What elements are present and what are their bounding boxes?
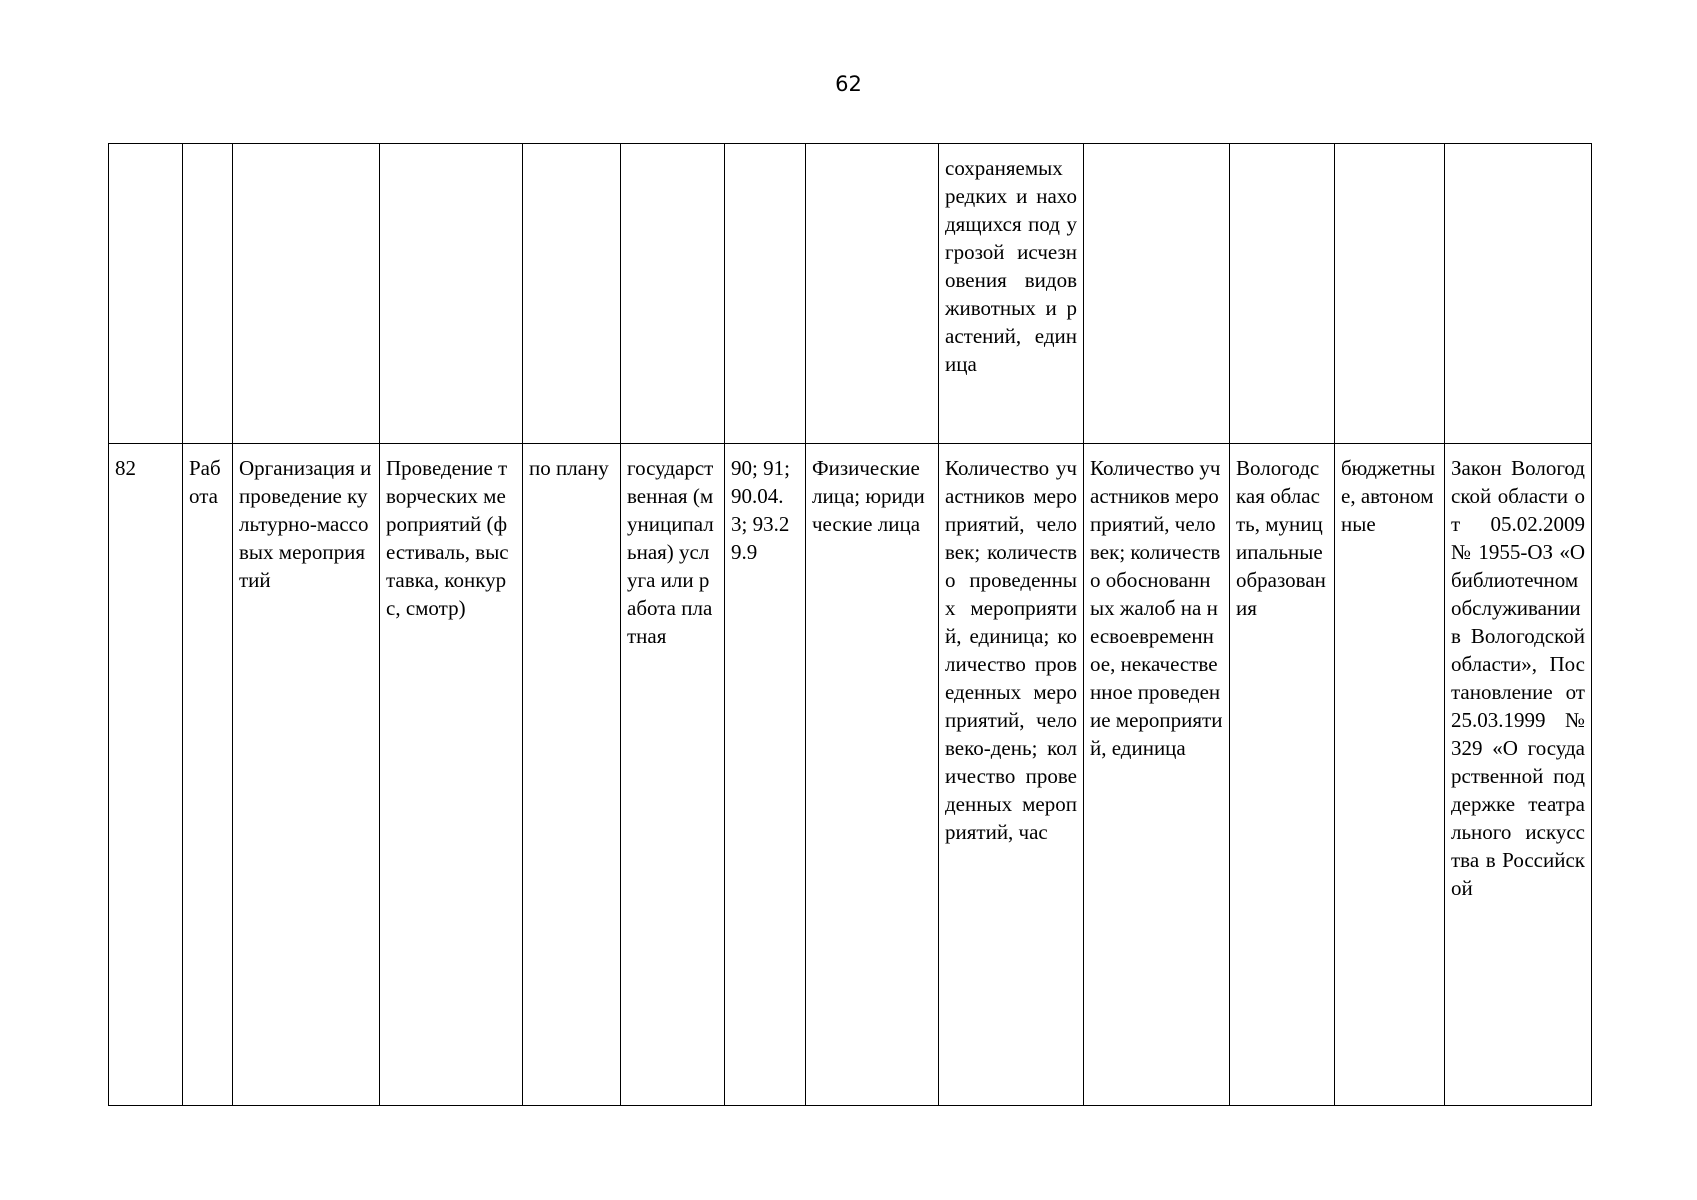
cell-indicators-volume [1084,144,1230,444]
cell-founders: Вологодская область, муниципальные образования [1230,444,1335,1106]
cell-institution-types: бюджетные, автономные [1335,444,1445,1106]
cell-institution-types [1335,144,1445,444]
table-row-82 [109,444,1592,1106]
cell-payment: государственная (муниципальная) услуга или работа платная [621,444,725,1106]
cell-name: Организация и проведение культурно-массовых мероприятий [233,444,380,1106]
cell-okved: 90; 91; 90.04.3; 93.29.9 [725,444,806,1106]
cell-conditions: по плану [523,444,621,1106]
cell-content: Проведение творческих мероприятий (фестиваль, выставка, конкурс, смотр) [380,444,523,1106]
cell-indicators-quality: Количество участников мероприятий, человек; количество проведенных мероприятий, единица; количество проведенных мероприятий, человеко-день; количество проведенных мероприятий, час [939,444,1084,1106]
cell-number [109,144,183,444]
cell-indicators-volume: Количество участников мероприятий, человек; количество обоснованных жалоб на несвоевременное, некачественное проведение мероприятий, единица [1084,444,1230,1106]
cell-conditions [523,144,621,444]
cell-type [183,144,233,444]
cell-name [233,144,380,444]
cell-legal-basis: Закон Вологодской области от 05.02.2009 № 1955-ОЗ «О библиотечном обслуживании в Вологодской области», Постановление от 25.03.1999 № 329 «О государственной поддержке театрального искусства в Российской [1445,444,1592,1106]
page-number: 62 [835,72,862,96]
cell-legal-basis [1445,144,1592,444]
table-row-continuation [109,144,1592,444]
cell-founders [1230,144,1335,444]
cell-okved [725,144,806,444]
registry-table [108,143,1592,1106]
cell-consumers [806,144,939,444]
cell-content [380,144,523,444]
cell-indicators-quality: сохраняемых редких и находящихся под угрозой исчезновения видов животных и растений, единица [939,144,1084,444]
cell-consumers: Физические лица; юридические лица [806,444,939,1106]
cell-payment [621,144,725,444]
cell-number: 82 [109,444,183,1106]
cell-type: Работа [183,444,233,1106]
